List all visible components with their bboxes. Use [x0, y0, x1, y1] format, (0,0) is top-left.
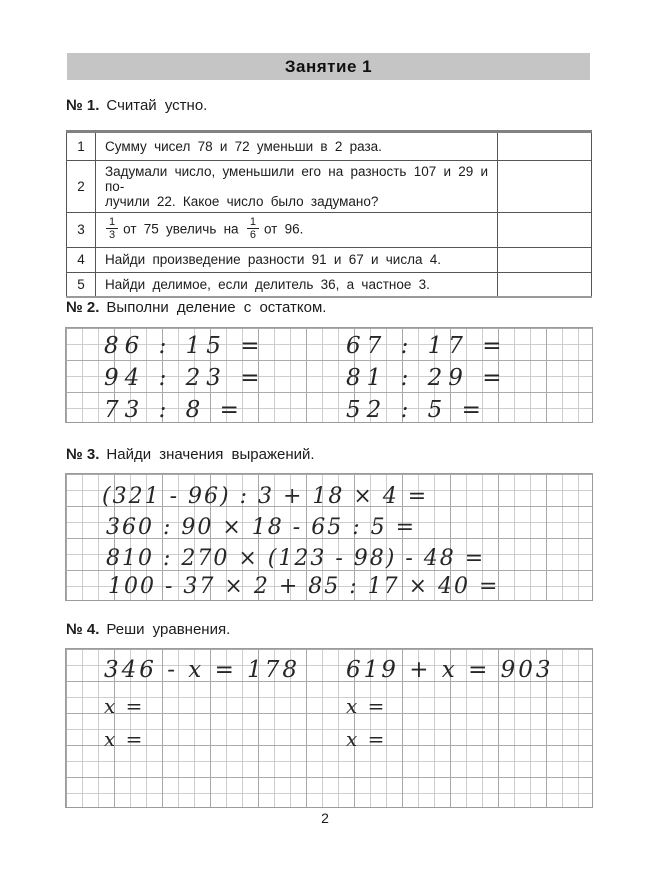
task3-number: № 3. — [66, 446, 100, 463]
row-index: 2 — [67, 161, 96, 213]
row-task-text: Найди произведение разности 91 и 67 и числа 4. — [96, 247, 498, 272]
division-problem: 67 : 17 = — [346, 333, 508, 359]
row-index: 4 — [67, 247, 96, 272]
division-worksheet-grid — [65, 327, 593, 423]
table-row — [67, 272, 592, 297]
equation: 346 - x = 178 — [104, 657, 301, 683]
task2-caption: Выполни деление с остатком. — [106, 299, 327, 316]
expressions-worksheet-grid — [65, 473, 593, 601]
task3-heading — [66, 446, 315, 463]
table-row — [67, 247, 592, 272]
table-row — [67, 161, 592, 213]
row-index: 5 — [67, 272, 96, 297]
expression-line: 100 - 37 × 2 + 85 : 17 × 40 = — [108, 574, 500, 599]
division-problem: 73 : 8 = — [104, 397, 245, 423]
equation-answer-line: x = — [104, 694, 145, 718]
division-problem: 86 : 15 = — [104, 333, 266, 359]
row-answer-cell — [498, 161, 592, 213]
task2-heading — [66, 299, 326, 316]
table-row — [67, 213, 592, 248]
fraction-one-sixth: $\frac{1}{6}$ — [247, 216, 259, 242]
expression-line: (321 - 96) : 3 + 18 × 4 = — [102, 484, 429, 509]
task4-caption: Реши уравнения. — [106, 621, 231, 638]
equation-answer-line: x = — [104, 727, 145, 751]
equation: 619 + x = 903 — [346, 657, 554, 683]
row3-end-text: от 96. — [263, 221, 304, 237]
row2-line2: лучили 22. Какое число было задумано? — [105, 194, 379, 209]
task1-caption: Считай устно. — [106, 97, 208, 114]
page-number: 2 — [321, 810, 329, 826]
row-index: 3 — [67, 213, 96, 248]
row-task-text — [96, 213, 498, 248]
row2-line1: Задумали число, уменьшили его на разность 107 и 29 и по- — [105, 164, 489, 194]
task1-number: № 1. — [66, 97, 100, 114]
division-problem: 52 : 5 = — [346, 397, 487, 423]
task3-caption: Найди значения выражений. — [106, 446, 315, 463]
expression-line: 810 : 270 × (123 - 98) - 48 = — [106, 546, 486, 571]
expression-line: 360 : 90 × 18 - 65 : 5 = — [106, 515, 417, 540]
oral-count-table — [66, 130, 592, 298]
lesson-header-bar — [67, 53, 590, 80]
division-problem: 94 : 23 = — [104, 365, 266, 391]
task4-heading — [66, 621, 230, 638]
row-task-text — [96, 161, 498, 213]
division-problem: 81 : 29 = — [346, 365, 508, 391]
fraction-one-third: $\frac{1}{3}$ — [106, 216, 118, 242]
row-answer-cell — [498, 132, 592, 161]
equation-answer-line: x = — [346, 694, 387, 718]
task1-heading — [66, 97, 207, 114]
equations-worksheet-grid — [65, 648, 593, 808]
task4-number: № 4. — [66, 621, 100, 638]
row-answer-cell — [498, 247, 592, 272]
row-answer-cell — [498, 213, 592, 248]
row-task-text: Сумму чисел 78 и 72 уменьши в 2 раза. — [96, 132, 498, 161]
task2-number: № 2. — [66, 299, 100, 316]
table-row — [67, 132, 592, 161]
equation-answer-line: x = — [346, 727, 387, 751]
row-task-text: Найди делимое, если делитель 36, а частное 3. — [96, 272, 498, 297]
row-index: 1 — [67, 132, 96, 161]
lesson-title: Занятие 1 — [284, 56, 373, 76]
row-answer-cell — [498, 272, 592, 297]
row3-mid-text: от 75 увеличь на — [123, 221, 239, 237]
